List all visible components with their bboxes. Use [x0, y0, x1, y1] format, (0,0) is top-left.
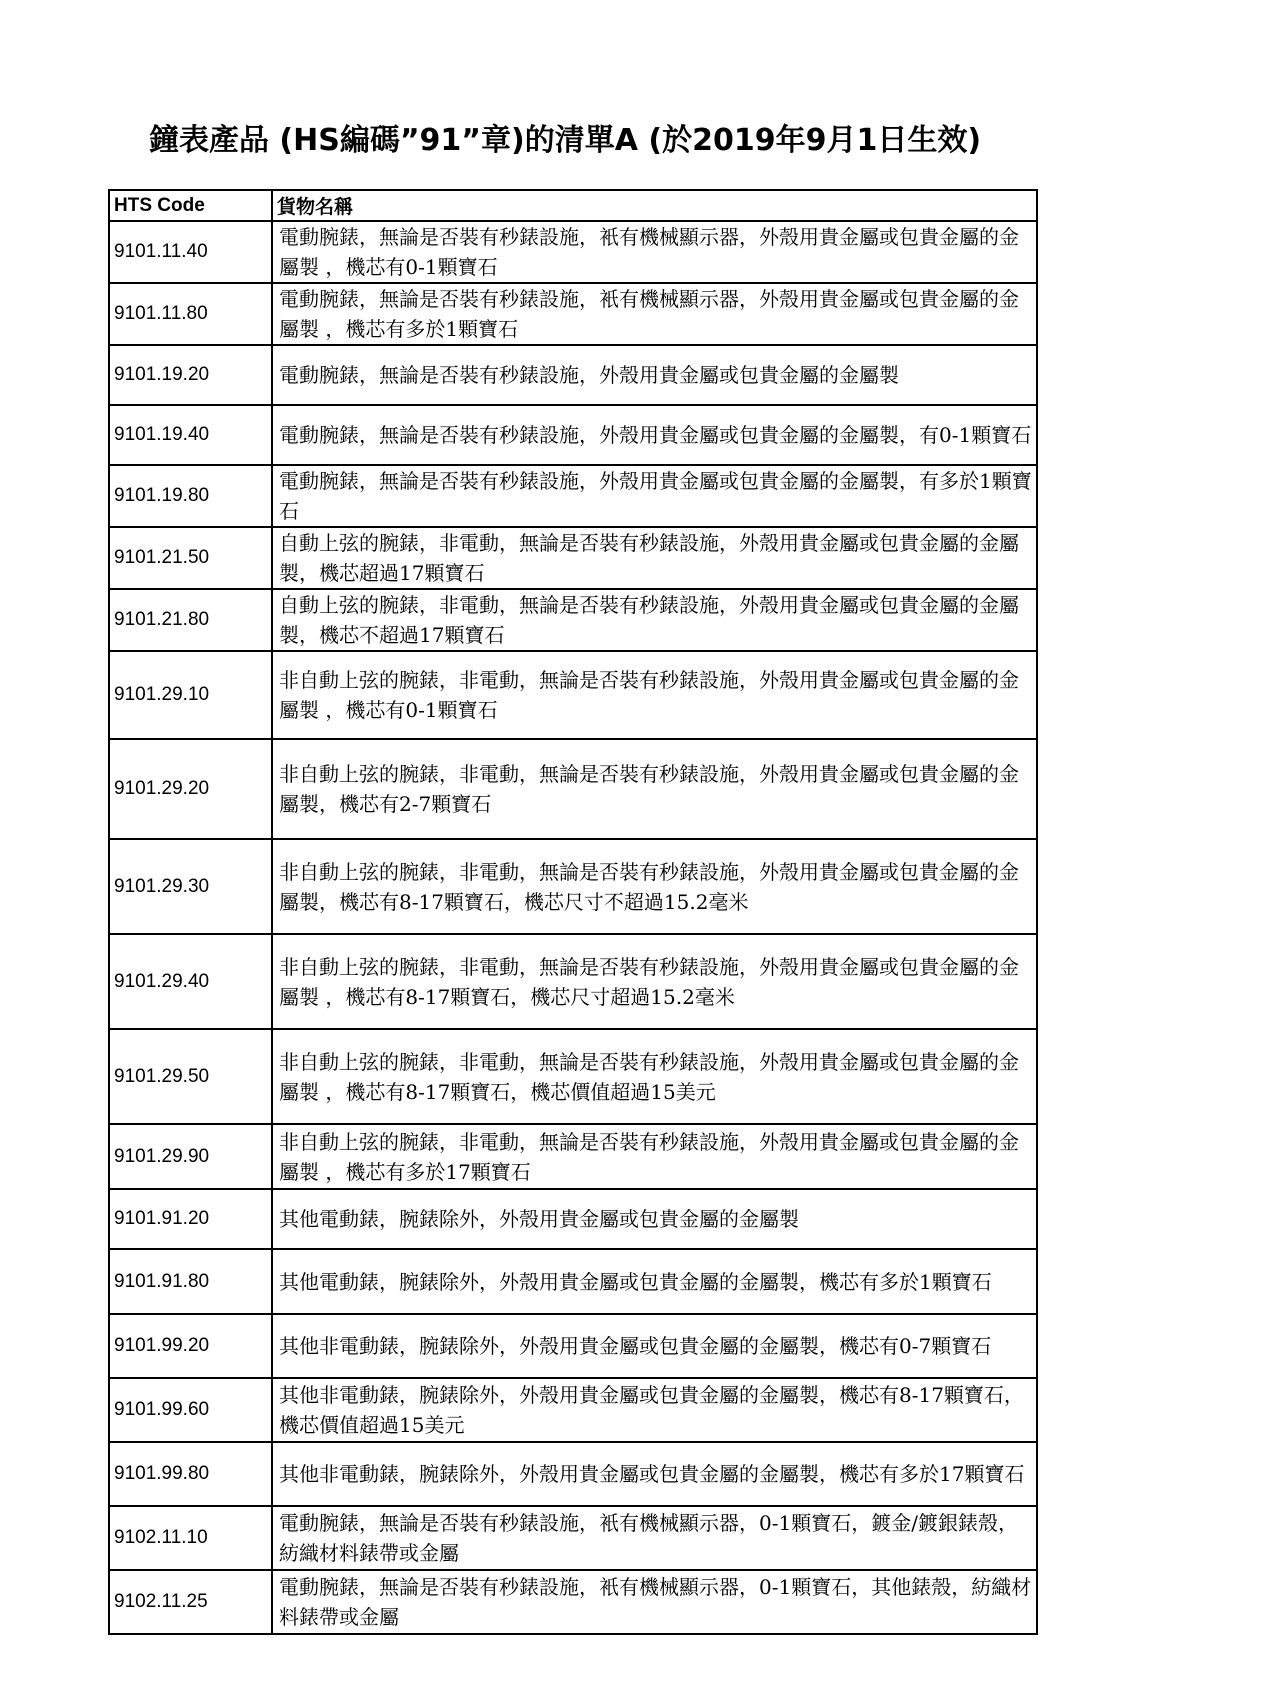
table-row — [109, 1506, 1037, 1570]
hts-code-cell: 9101.91.20 — [109, 1189, 272, 1249]
goods-name-cell: 非自動上弦的腕錶，非電動，無論是否裝有秒錶設施，外殼用貴金屬或包貴金屬的金屬製 ，機芯有多於17顆寶石 — [272, 1124, 1037, 1189]
goods-name-cell: 非自動上弦的腕錶，非電動，無論是否裝有秒錶設施，外殼用貴金屬或包貴金屬的金屬製，機芯有2-7顆寶石 — [272, 739, 1037, 839]
hts-code-cell: 9101.11.40 — [109, 221, 272, 283]
table-row — [109, 1249, 1037, 1314]
goods-name-cell: 電動腕錶，無論是否裝有秒錶設施，外殼用貴金屬或包貴金屬的金屬製 — [272, 345, 1037, 405]
hts-code-cell: 9101.91.80 — [109, 1249, 272, 1314]
goods-name-cell: 自動上弦的腕錶，非電動，無論是否裝有秒錶設施，外殼用貴金屬或包貴金屬的金屬製，機芯不超過17顆寶石 — [272, 589, 1037, 651]
hts-code-cell: 9101.11.80 — [109, 283, 272, 345]
table-row — [109, 405, 1037, 465]
goods-name-cell: 電動腕錶，無論是否裝有秒錶設施，衹有機械顯示器，0-1顆寶石，鍍金/鍍銀錶殼，紡織材料錶帶或金屬 — [272, 1506, 1037, 1570]
hts-table — [108, 189, 1038, 1635]
table-row — [109, 1189, 1037, 1249]
table-row — [109, 1314, 1037, 1378]
hts-code-cell: 9101.19.40 — [109, 405, 272, 465]
goods-name-cell: 非自動上弦的腕錶，非電動，無論是否裝有秒錶設施，外殼用貴金屬或包貴金屬的金屬製 ，機芯有8-17顆寶石，機芯尺寸超過15.2毫米 — [272, 934, 1037, 1029]
goods-name-cell: 電動腕錶，無論是否裝有秒錶設施，衹有機械顯示器，外殼用貴金屬或包貴金屬的金屬製 ，機芯有0-1顆寶石 — [272, 221, 1037, 283]
table-row — [109, 345, 1037, 405]
column-header-goods-name: 貨物名稱 — [272, 190, 1037, 221]
table-row — [109, 739, 1037, 839]
hts-code-cell: 9101.29.50 — [109, 1029, 272, 1124]
table-row — [109, 934, 1037, 1029]
goods-name-cell: 其他非電動錶，腕錶除外，外殼用貴金屬或包貴金屬的金屬製，機芯有多於17顆寶石 — [272, 1442, 1037, 1506]
table-row — [109, 465, 1037, 527]
hts-code-cell: 9102.11.10 — [109, 1506, 272, 1570]
goods-name-cell: 其他電動錶，腕錶除外，外殼用貴金屬或包貴金屬的金屬製 — [272, 1189, 1037, 1249]
hts-code-cell: 9101.99.80 — [109, 1442, 272, 1506]
hts-code-cell: 9101.29.90 — [109, 1124, 272, 1189]
hts-code-cell: 9101.29.30 — [109, 839, 272, 934]
table-row — [109, 1124, 1037, 1189]
table-row — [109, 1442, 1037, 1506]
table-row — [109, 839, 1037, 934]
table-row — [109, 221, 1037, 283]
hts-code-cell: 9101.29.40 — [109, 934, 272, 1029]
table-header-row — [109, 190, 1037, 221]
goods-name-cell: 電動腕錶，無論是否裝有秒錶設施，衹有機械顯示器，0-1顆寶石，其他錶殼，紡織材料錶帶或金屬 — [272, 1570, 1037, 1634]
goods-name-cell: 其他非電動錶，腕錶除外，外殼用貴金屬或包貴金屬的金屬製，機芯有8-17顆寶石，機芯價值超過15美元 — [272, 1378, 1037, 1442]
goods-name-cell: 其他電動錶，腕錶除外，外殼用貴金屬或包貴金屬的金屬製，機芯有多於1顆寶石 — [272, 1249, 1037, 1314]
page-title: 鐘表產品 (HS編碼”91”章)的清單A (於2019年9月1日生效) — [148, 123, 982, 158]
hts-code-cell: 9102.11.25 — [109, 1570, 272, 1634]
hts-code-cell: 9101.21.80 — [109, 589, 272, 651]
hts-code-cell: 9101.29.20 — [109, 739, 272, 839]
goods-name-cell: 非自動上弦的腕錶，非電動，無論是否裝有秒錶設施，外殼用貴金屬或包貴金屬的金屬製，機芯有8-17顆寶石，機芯尺寸不超過15.2毫米 — [272, 839, 1037, 934]
hts-code-cell: 9101.99.60 — [109, 1378, 272, 1442]
goods-name-cell: 電動腕錶，無論是否裝有秒錶設施，外殼用貴金屬或包貴金屬的金屬製，有0-1顆寶石 — [272, 405, 1037, 465]
goods-name-cell: 電動腕錶，無論是否裝有秒錶設施，外殼用貴金屬或包貴金屬的金屬製，有多於1顆寶石 — [272, 465, 1037, 527]
goods-name-cell: 電動腕錶，無論是否裝有秒錶設施，衹有機械顯示器，外殼用貴金屬或包貴金屬的金屬製 ，機芯有多於1顆寶石 — [272, 283, 1037, 345]
goods-name-cell: 其他非電動錶，腕錶除外，外殼用貴金屬或包貴金屬的金屬製，機芯有0-7顆寶石 — [272, 1314, 1037, 1378]
table-row — [109, 1378, 1037, 1442]
table-row — [109, 589, 1037, 651]
table-row — [109, 283, 1037, 345]
hts-code-cell: 9101.99.20 — [109, 1314, 272, 1378]
hts-code-cell: 9101.29.10 — [109, 651, 272, 739]
goods-name-cell: 非自動上弦的腕錶，非電動，無論是否裝有秒錶設施，外殼用貴金屬或包貴金屬的金屬製 ，機芯有0-1顆寶石 — [272, 651, 1037, 739]
goods-name-cell: 非自動上弦的腕錶，非電動，無論是否裝有秒錶設施，外殼用貴金屬或包貴金屬的金屬製 ，機芯有8-17顆寶石，機芯價值超過15美元 — [272, 1029, 1037, 1124]
goods-name-cell: 自動上弦的腕錶，非電動，無論是否裝有秒錶設施，外殼用貴金屬或包貴金屬的金屬製，機芯超過17顆寶石 — [272, 527, 1037, 589]
table-row — [109, 527, 1037, 589]
hts-code-cell: 9101.19.20 — [109, 345, 272, 405]
hts-code-cell: 9101.21.50 — [109, 527, 272, 589]
table-row — [109, 1570, 1037, 1634]
hts-code-cell: 9101.19.80 — [109, 465, 272, 527]
table-row — [109, 1029, 1037, 1124]
column-header-hts-code: HTS Code — [109, 190, 272, 221]
table-row — [109, 651, 1037, 739]
